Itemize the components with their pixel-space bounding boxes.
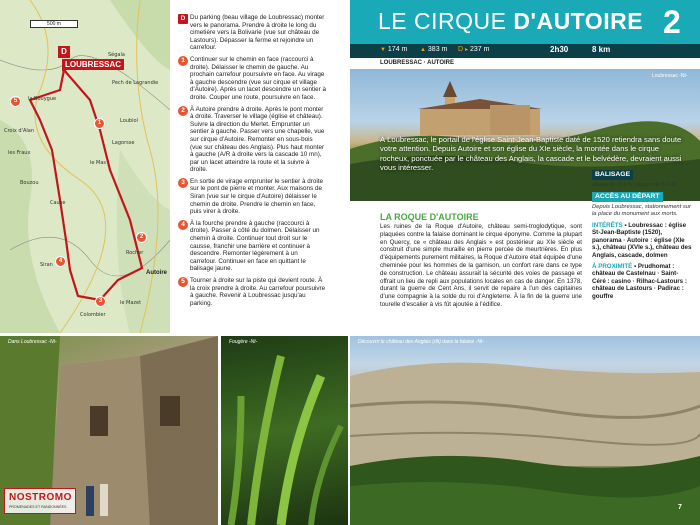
fern-photo	[221, 336, 348, 525]
article-title: LA ROQUE D'AUTOIRE	[380, 212, 479, 222]
stat-descent	[380, 46, 407, 53]
map-place-label: Cause	[50, 200, 66, 206]
map-waypoint: 3	[95, 296, 106, 307]
stat-duration: 2h30	[550, 45, 569, 54]
map-place-label: Croix d'Alan	[4, 128, 35, 134]
balisage-label: BALISAGE	[592, 170, 633, 180]
nearby-text: Prudhomat : château de Castelnau · Saint-Céré : casino · Rilhac-Lastours : château de Lastours · Padirac : gouffre	[592, 262, 687, 300]
direction-step	[178, 277, 326, 307]
step-text: À la fourche prendre à gauche (raccourci à droite). Passer à côté du dolmen. Délaisser un chemin à droite. Continuer tout droit sur le causse, franchir une barrière et continuer à descendre. Remonter légèrement à un carrefour. Continuer en face en quittant le balisage jaune.	[190, 219, 320, 273]
map-waypoint: 2	[136, 232, 147, 243]
location-tag: LOUBRESSAC · AUTOIRE	[380, 60, 455, 66]
cliff-photo	[350, 336, 700, 525]
step-number: 4	[178, 220, 188, 230]
publisher-logo	[4, 488, 76, 514]
interests-text: Loubressac : église St-Jean-Baptiste (1520), panorama · Autoire : église (XIe s.), château (XVIe s.), château des Anglais, cascade, dolmen	[592, 221, 692, 259]
camera-icon: ▪	[624, 221, 627, 229]
fern-illustration	[221, 336, 348, 525]
map-place-label: Loubiol	[120, 118, 138, 124]
access-text: Depuis Loubressac, stationnement sur la place du monument aux morts.	[592, 203, 691, 217]
step-text: À Autoire prendre à droite. Après le pont monter à droite. Traverser le village (église et château). Suivre la direction du Merlet. Emprunter un sentier à gauche. Passer vers une chapelle, vue sur cirque d'Autoire. Remonter en sous-bois (vue sur château des Anglais). Plus haut monter à gauche (A/R à droite vers la cascade 10 mn), par un lacet atteindre la route et la suivre à droite.	[190, 105, 325, 174]
direction-step	[178, 220, 326, 273]
balisage-text: Jaune de D à 5 ; aucun de 5 à D	[592, 181, 676, 188]
direction-step	[178, 56, 326, 102]
map-place-label: le Mazet	[120, 300, 142, 306]
map-place-label: Ségala	[108, 52, 125, 58]
step-number: 1	[178, 56, 188, 66]
map-waypoint: 1	[94, 118, 105, 129]
stat-distance: 8 km	[592, 45, 611, 54]
logo-subtitle: PROMENADES ET RANDONNÉES	[9, 505, 67, 509]
map-drawing	[0, 0, 170, 333]
article-body: Les ruines de la Roque d'Autoire, château semi-troglodytique, sont plaquées contre la falaise dominant le cirque éponyme. Comme la plupart en Quercy, ce « château des Anglais » est postérieur au XIe siècle et construit d'une simple muraille en pierre percée de meurtrières. En plus d'équipements purement militaires, la Roque d'Autoire était équipée d'une cheminée pour les hommes de la garnison, un confort rare dans ce type de construction. Le château assurait la sécurité des voies de passage et offrait un lieu de repli aux populations locales en cas de danger. En 1378, durant la guerre de Cent Ans, il servit de repaire à l'un des capitaines d'une compagnie à la solde du roi d'Angleterre. À la fin de la guerre une tourelle d'escalier à vis fût ajoutée à l'édifice.	[380, 223, 583, 308]
stat-elevation	[458, 46, 489, 53]
map-town-label: LOUBRESSAC	[62, 59, 124, 70]
map-place-label: Lagorsse	[112, 140, 135, 146]
step-text: Tourner à droite sur la piste qui devient route. À la croix prendre à droite. Au carrefour poursuivre à gauche. Revenir à Loubressac jusqu'au parking.	[190, 277, 326, 307]
map-scale: 500 m	[30, 20, 78, 28]
page-number: 7	[678, 504, 682, 511]
step-text: Du parking (beau village de Loubressac) monter vers le panorama. Prendre à droite le long du cimetière vers la Bolivarie (vue sur château de Lastours). Dépasser la ferme et rejoindre un carrefour.	[190, 14, 325, 52]
direction-step	[178, 106, 326, 174]
map-waypoint: 4	[55, 256, 66, 267]
info-sidebar	[592, 170, 692, 301]
castle-icon: ▪	[633, 262, 637, 270]
step-number: 2	[178, 106, 188, 116]
page-title	[378, 8, 643, 35]
nearby-block	[592, 263, 692, 301]
photo-caption: Dans Loubressac -Nt-	[8, 339, 57, 345]
map-place-label: Bouzou	[20, 180, 39, 186]
elevation-arrow-icon: ▸	[465, 47, 469, 53]
map-place-label: le Mas	[90, 160, 107, 166]
route-number: 2	[663, 4, 681, 40]
title-part: LE CIRQUE	[378, 8, 514, 34]
stat-value: 174 m	[387, 46, 408, 53]
stat-ascent	[420, 46, 447, 53]
map-place-label: Siran	[40, 262, 53, 268]
photo-caption: Fougère -Nt-	[229, 339, 258, 345]
direction-step	[178, 178, 326, 216]
step-number: 5	[178, 277, 188, 287]
logo-name: NOSTROMO	[9, 492, 72, 503]
cliff-illustration	[350, 336, 700, 525]
intro-text: À Loubressac, le portail de l'église Saint-Jean-Baptiste daté de 1520 retiendra sans doute votre attention. Depuis Autoire et son église du XIe siècle, la montée dans le cirque rocheux, ponctuée par le château des Anglais, la cascade et le belvédère, devraient aussi vous intéresser.	[380, 135, 682, 173]
direction-step	[178, 14, 326, 52]
map-end-town: Autoire	[146, 270, 167, 276]
start-marker-icon: D	[458, 46, 464, 53]
stat-value: 383 m	[427, 46, 448, 53]
map-place-label: Colombier	[80, 312, 106, 318]
map-place-label: la Bouygue	[28, 96, 57, 102]
map-place-label: les Fraux	[8, 150, 31, 156]
stat-value: 237 m	[469, 46, 490, 53]
step-text: En sortie de virage emprunter le sentier à droite sur le pont de pierre et monter. Aux maisons de Siran (vue sur le cirque d'Autoire) délaisser le chemin de droite. Prendre le chemin en face, puis virer à droite.	[190, 177, 324, 216]
step-number: 3	[178, 178, 188, 188]
route-map	[0, 0, 170, 333]
access-label: ACCÈS AU DÉPART	[592, 192, 663, 202]
descent-arrow-icon: ▼	[380, 47, 386, 53]
stats-bar	[350, 44, 700, 58]
photo-credit: Loubressac -Nt-	[652, 73, 688, 79]
step-text: Continuer sur le chemin en face (raccourci à droite). Délaisser le chemin de gauche. Au prochain carrefour poursuivre en face. Au virage à gauche descendre (vue sur cirque et village d'Autoire). Après un lacet descendre un sentier à droite. Couper une route, poursuivre en face.	[190, 55, 326, 101]
interests-block	[592, 222, 692, 260]
interests-label: INTÉRÊTS	[592, 221, 623, 229]
step-number: D	[178, 14, 188, 24]
map-place-label: Pech de Lagrandie	[112, 80, 159, 86]
ascent-arrow-icon: ▲	[420, 47, 426, 53]
photo-caption: Découvrir le château des Anglais (dit) dans la falaise -Nt-	[358, 339, 484, 345]
map-waypoint: 5	[10, 96, 21, 107]
title-part-bold: D'AUTOIRE	[513, 8, 644, 34]
nearby-label: À PROXIMITÉ	[592, 262, 633, 270]
map-place-label: Rocher	[126, 250, 144, 256]
map-start-marker: D	[58, 46, 70, 58]
directions-column	[178, 14, 326, 311]
